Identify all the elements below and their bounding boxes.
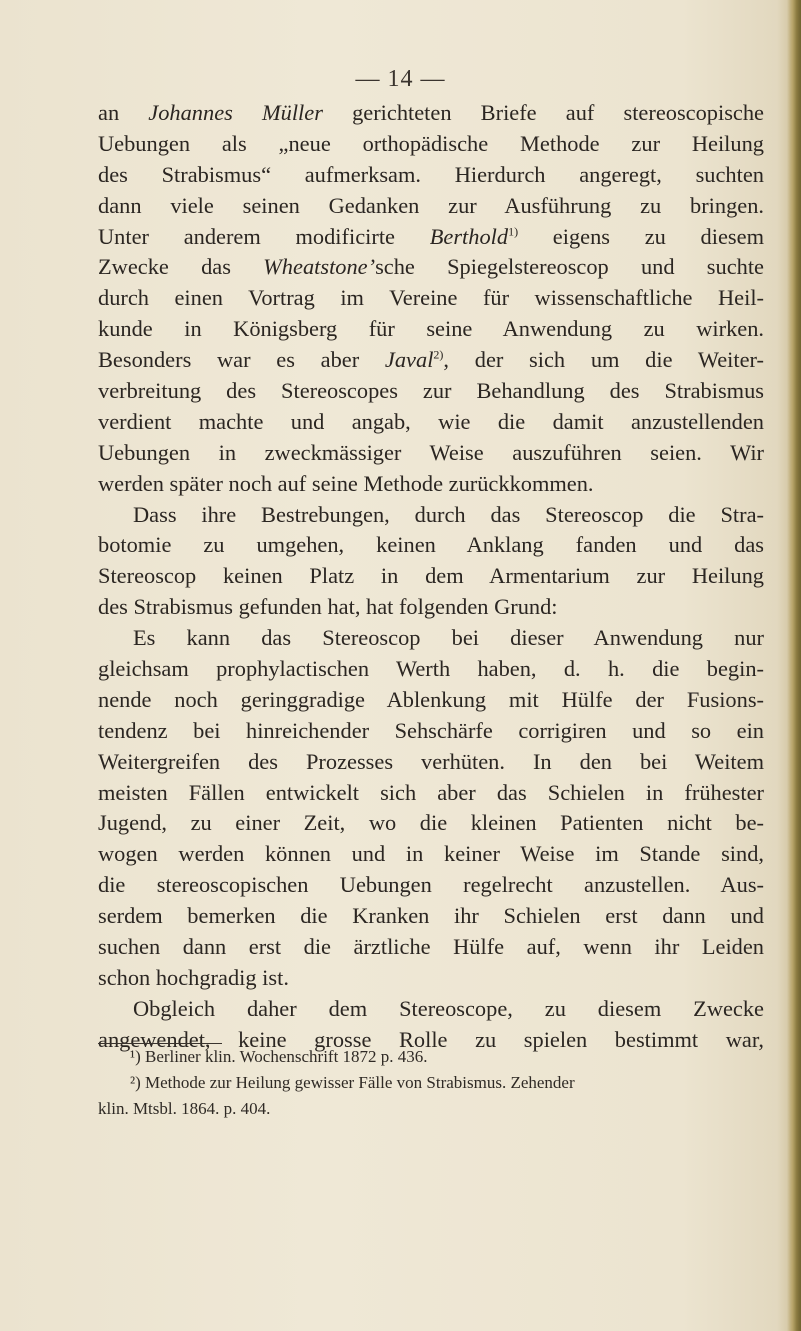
text-line: angewendet, keine grosse Rolle zu spielen bestimmt war, — [98, 1026, 764, 1052]
text-line: tendenz bei hinreichender Sehschärfe corrigiren und so ein — [98, 717, 764, 743]
text-line: Unter anderem modificirte Berthold$^{1)}$ eigens zu diesem — [98, 223, 764, 249]
text-line: Weitergreifen des Prozesses verhüten. In den bei Weitem — [98, 748, 764, 774]
page-edge-shadow — [787, 0, 801, 1331]
text-line: botomie zu umgehen, keinen Anklang fanden und das — [98, 532, 764, 558]
text-line: werden später noch auf seine Methode zurückkommen. — [98, 470, 594, 496]
text-line: durch einen Vortrag im Vereine für wissenschaftliche Heil- — [98, 285, 764, 311]
text-line: des Strabismus“ aufmerksam. Hierdurch angeregt, suchten — [98, 161, 764, 187]
text-line: gleichsam prophylactischen Werth haben, d. h. die begin- — [98, 656, 764, 682]
text-line: die stereoscopischen Uebungen regelrecht anzustellen. Aus- — [98, 872, 764, 898]
text-line: verbreitung des Stereoscopes zur Behandlung des Strabismus — [98, 378, 764, 404]
page-number: — 14 — — [355, 66, 446, 92]
text-line: serdem bemerken die Kranken ihr Schielen erst dann und — [98, 903, 764, 929]
italic-name: Wheatstone’ — [263, 254, 376, 280]
italic-name: Berthold — [429, 223, 509, 249]
text-line: des Strabismus gefunden hat, hat folgenden Grund: — [98, 594, 558, 620]
text-line: an Johannes Müller gerichteten Briefe auf stereoscopische — [98, 100, 764, 125]
text-line: Uebungen als „neue orthopädische Methode zur Heilung — [98, 130, 764, 156]
text-line: schon hochgradig ist. — [98, 964, 289, 990]
footnote-marker: 1) — [508, 224, 519, 239]
footnotes — [98, 1044, 764, 1122]
italic-name: Javal — [384, 347, 434, 373]
footnote-marker: 2) — [433, 347, 444, 362]
footnote: klin. Mtsbl. 1864. p. 404. — [98, 1099, 271, 1118]
text-line: Besonders war es aber Javal$^{2)}$, der sich um die Weiter- — [98, 347, 764, 373]
text-line: Uebungen in zweckmässiger Weise auszuführen seien. Wir — [98, 439, 764, 465]
text-line: dann viele seinen Gedanken zur Ausführung zu bringen. — [98, 192, 764, 218]
text-line: kunde in Königsberg für seine Anwendung zu wirken. — [98, 316, 764, 342]
text-line: Obgleich daher dem Stereoscope, zu diesem Zwecke — [133, 995, 764, 1021]
text-line: verdient machte und angab, wie die damit anzustellenden — [98, 408, 764, 434]
footnote: ²) Methode zur Heilung gewisser Fälle von Strabismus. Zehender — [130, 1073, 575, 1092]
text-line: wogen werden können und in keiner Weise im Stande sind, — [98, 841, 764, 867]
text-line: Jugend, zu einer Zeit, wo die kleinen Patienten nicht be- — [98, 810, 764, 836]
text-line: Stereoscop keinen Platz in dem Armentarium zur Heilung — [98, 563, 764, 589]
text-line: suchen dann erst die ärztliche Hülfe auf, wenn ihr Leiden — [98, 934, 764, 960]
body-text — [98, 98, 764, 1056]
footnote: ¹) Berliner klin. Wochenschrift 1872 p. 436. — [130, 1047, 428, 1066]
italic-name: Johannes Müller — [148, 100, 323, 125]
text-line: Dass ihre Bestrebungen, durch das Stereoscop die Stra- — [133, 501, 764, 527]
text-line: Zwecke das Wheatstone’sche Spiegelstereoscop und suchte — [98, 254, 764, 280]
text-line: meisten Fällen entwickelt sich aber das Schielen in frühester — [98, 779, 764, 805]
text-line: Es kann das Stereoscop bei dieser Anwendung nur — [133, 625, 764, 651]
text-line: nende noch geringgradige Ablenkung mit Hülfe der Fusions- — [98, 686, 764, 712]
